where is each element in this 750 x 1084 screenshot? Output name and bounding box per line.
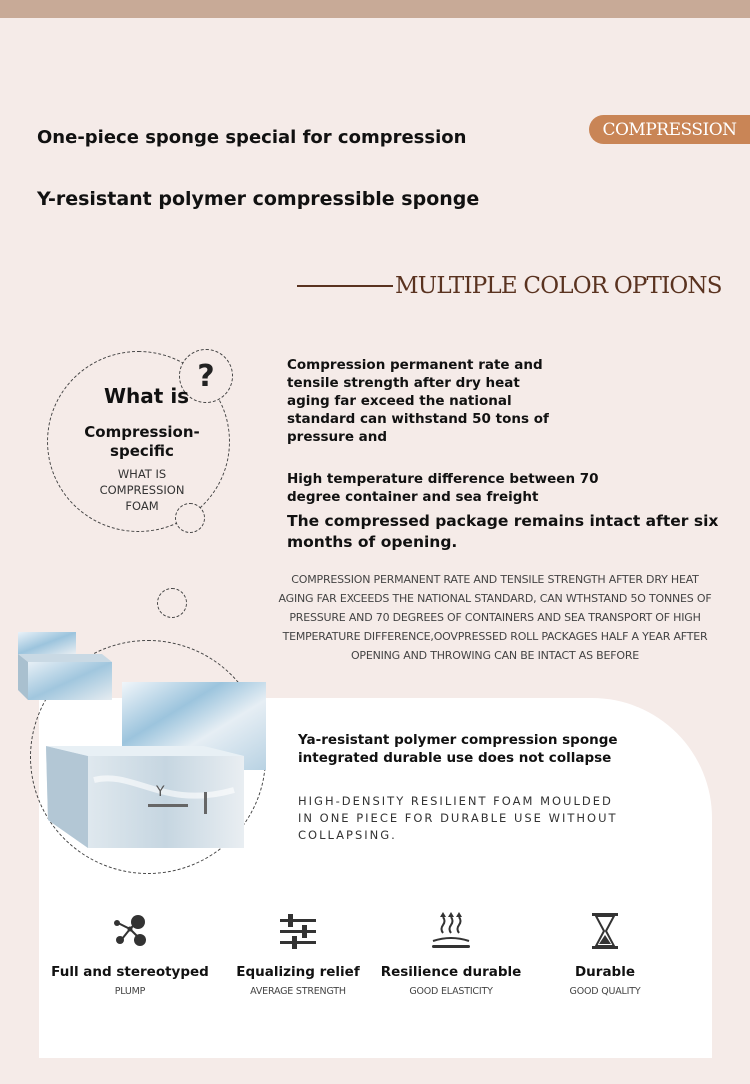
feature-title: Resilience durable [380, 964, 522, 980]
feature-full-stereotyped [45, 910, 215, 997]
feature-subtitle: GOOD ELASTICITY [409, 986, 493, 997]
feature-title: Full and stereotyped [51, 964, 209, 980]
feature-equalizing-relief [213, 910, 383, 997]
hourglass-icon [520, 910, 690, 952]
heading-rule [297, 285, 393, 287]
product-title: Ya-resistant polymer compression sponge integrated durable use does not collapse [298, 732, 618, 766]
sponge-box-big [44, 680, 268, 850]
question-mark-icon: ? [197, 358, 215, 394]
headline-polymer: Y-resistant polymer compressible sponge [37, 188, 480, 210]
top-bar [0, 0, 750, 18]
color-options-heading [297, 268, 729, 304]
caps-description: COMPRESSION PERMANENT RATE AND TENSILE STRENGTH AFTER DRY HEAT AGING FAR EXCEEDS THE NATIONAL STANDARD, CAN WTHSTAND 5O TONNES OF PRESSURE AND 70 DEGREES OF CONTAINERS AND SEA TRANSPORT OF HIGH TEMPERATURE DIFFERENCE,OOVPRESSED ROLL PACKAGES HALF A YEAR AFTER OPENING AND THROWING CAN BE INTACT AS BEFORE [278, 573, 712, 662]
feature-title: Durable [574, 964, 636, 980]
foam-caption: WHAT IS COMPRESSION FOAM [99, 467, 185, 513]
heat-wave-icon [366, 910, 536, 952]
feature-resilience-durable [366, 910, 536, 997]
paragraph-intact: The compressed package remains intact after six months of opening. [287, 512, 719, 551]
sliders-icon [213, 910, 383, 952]
small-bubble [157, 588, 187, 618]
feature-durable [520, 910, 690, 997]
what-is-title: What is [104, 384, 190, 408]
headline-one-piece: One-piece sponge special for compression [37, 127, 467, 148]
molecule-icon [45, 910, 215, 952]
feature-subtitle: PLUMP [114, 986, 146, 997]
feature-subtitle: AVERAGE STRENGTH [250, 986, 346, 997]
product-logo: Y [156, 784, 165, 800]
product-subtitle: HIGH-DENSITY RESILIENT FOAM MOULDED IN ONE PIECE FOR DURABLE USE WITHOUT COLLAPSING. [298, 794, 618, 842]
paragraph-temperature: High temperature difference between 70 degree container and sea freight [287, 471, 599, 505]
feature-subtitle: GOOD QUALITY [569, 986, 641, 997]
paragraph-permanent-rate: Compression permanent rate and tensile strength after dry heat aging far exceed the national standard can withstand 50 tons of pressure and [287, 357, 549, 445]
compression-specific-label: Compression-specific [84, 423, 200, 460]
compression-badge: COMPRESSION [589, 115, 750, 144]
feature-title: Equalizing relief [236, 964, 360, 980]
color-options-text: MULTIPLE COLOR OPTIONS [395, 273, 722, 299]
